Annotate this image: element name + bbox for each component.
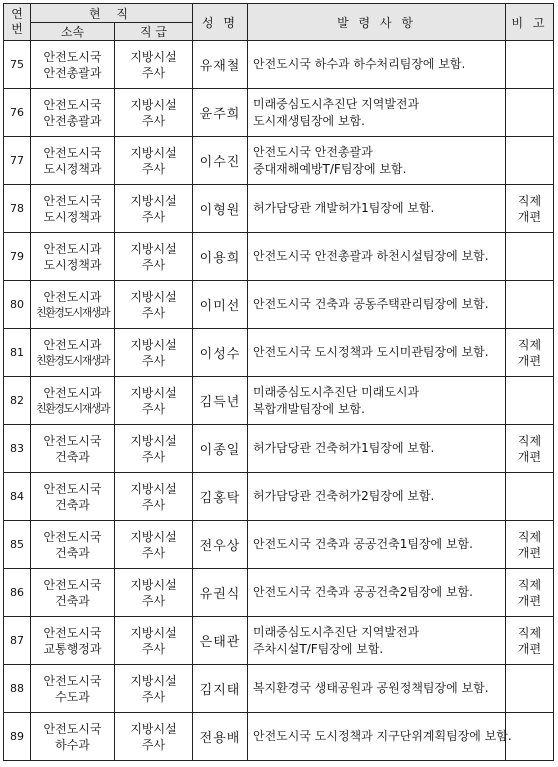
- row-number: 85: [4, 521, 31, 569]
- department-line: 수도과: [55, 689, 90, 704]
- order-cell: [248, 185, 506, 233]
- rank-cell: [115, 281, 193, 329]
- rank-cell: [115, 233, 193, 281]
- note-cell: [506, 41, 554, 89]
- note-line: 직제: [517, 337, 542, 352]
- order-line: 복합개발팀장에 보함.: [253, 401, 365, 416]
- rank-cell: [115, 185, 193, 233]
- row-number: 75: [4, 41, 31, 89]
- order-line: 안전도시국 안전총괄과: [253, 144, 373, 159]
- department-line: 안전도시국: [43, 97, 102, 112]
- note-cell: [506, 473, 554, 521]
- rank-cell: [115, 521, 193, 569]
- rank-line: 주사: [141, 65, 166, 80]
- department-line: 안전도시과: [43, 289, 102, 304]
- header-order: 발 령 사 항: [248, 4, 506, 41]
- rank-line: 주사: [141, 401, 166, 416]
- person-name: 유재철: [193, 41, 248, 89]
- note-cell: [506, 665, 554, 713]
- order-line: 안전도시국 도시정책과 지구단위계획팀장에 보함.: [253, 729, 512, 743]
- person-name: 유권식: [193, 569, 248, 617]
- rank-line: 지방시설: [130, 337, 177, 352]
- order-cell: [248, 569, 506, 617]
- rank-cell: [115, 137, 193, 185]
- department-line: 안전도시과: [43, 241, 102, 256]
- note-cell: [506, 185, 554, 233]
- order-cell: [248, 281, 506, 329]
- department-line: 건축과: [55, 545, 90, 560]
- table-row: [4, 233, 554, 281]
- order-line: 허가담당관 건축허가1팀장에 보함.: [253, 441, 435, 455]
- department-line: 안전도시국: [43, 625, 102, 640]
- row-number: 87: [4, 617, 31, 665]
- note-line: 개편: [517, 593, 542, 608]
- table-row: [4, 329, 554, 377]
- order-line: 안전도시국 건축과 공공건축1팀장에 보함.: [253, 537, 473, 551]
- rank-cell: [115, 425, 193, 473]
- header-rank: 직 급: [115, 23, 193, 41]
- department-line: 건축과: [55, 593, 90, 608]
- order-line: 미래중심도시추진단 지역발전과: [253, 624, 420, 639]
- department-line: 도시정책과: [43, 209, 102, 224]
- rank-line: 주사: [141, 209, 166, 224]
- person-name: 윤주희: [193, 89, 248, 137]
- department-line: 건축과: [55, 449, 90, 464]
- order-line: 안전도시국 건축과 공동주택관리팀장에 보함.: [253, 297, 489, 311]
- order-cell: [248, 713, 512, 761]
- rank-line: 지방시설: [130, 673, 177, 688]
- row-number: 82: [4, 377, 31, 425]
- note-line: 개편: [517, 641, 542, 656]
- rank-line: 주사: [141, 161, 166, 176]
- department-line: 하수과: [55, 737, 90, 752]
- order-line: 안전도시국 하수과 하수처리팀장에 보함.: [253, 57, 466, 71]
- rank-line: 주사: [141, 497, 166, 512]
- table-row: [4, 617, 554, 665]
- rank-line: 지방시설: [130, 625, 177, 640]
- department-line: 안전도시과: [43, 337, 102, 352]
- department-cell: [31, 521, 115, 569]
- department-cell: [31, 713, 115, 761]
- table-row: [4, 137, 554, 185]
- note-line: 직제: [517, 529, 542, 544]
- row-number: 76: [4, 89, 31, 137]
- department-cell: [31, 185, 115, 233]
- department-line: 안전도시과: [43, 385, 102, 400]
- rank-cell: [115, 569, 193, 617]
- order-cell: [248, 137, 506, 185]
- rank-cell: [115, 665, 193, 713]
- rank-cell: [115, 713, 193, 761]
- rank-line: 주사: [141, 305, 166, 320]
- department-cell: [31, 665, 115, 713]
- order-cell: [248, 329, 506, 377]
- department-cell: [31, 233, 115, 281]
- table-row: [4, 89, 554, 137]
- order-cell: [248, 617, 506, 665]
- department-line: 안전도시국: [43, 721, 102, 736]
- row-number: 84: [4, 473, 31, 521]
- header-current-position: 현 직: [31, 4, 193, 23]
- note-cell: [506, 521, 554, 569]
- note-cell: [506, 281, 554, 329]
- department-cell: [31, 137, 115, 185]
- row-number: 79: [4, 233, 31, 281]
- department-cell: [31, 89, 115, 137]
- department-cell: [31, 425, 115, 473]
- rank-line: 지방시설: [130, 97, 177, 112]
- note-cell: [506, 425, 554, 473]
- department-line: 도시정책과: [43, 257, 102, 272]
- header-name: 성 명: [193, 4, 248, 41]
- person-name: 김홍탁: [193, 473, 248, 521]
- table-row: [4, 185, 554, 233]
- table-row: [4, 521, 554, 569]
- department-line: 안전도시국: [43, 529, 102, 544]
- department-line: 도시정책과: [43, 161, 102, 176]
- row-number: 81: [4, 329, 31, 377]
- row-number: 80: [4, 281, 31, 329]
- department-cell: [31, 329, 115, 377]
- note-cell: [506, 233, 554, 281]
- person-name: 전용배: [193, 713, 248, 761]
- order-line: 안전도시국 건축과 공공건축2팀장에 보함.: [253, 585, 473, 599]
- rank-line: 지방시설: [130, 385, 177, 400]
- person-name: 이종일: [193, 425, 248, 473]
- table-row: [4, 665, 554, 713]
- department-cell: [31, 41, 115, 89]
- order-line: 안전도시국 안전총괄과 하천시설팀장에 보함.: [253, 249, 489, 263]
- order-line: 허가담당관 개발허가1팀장에 보함.: [253, 201, 435, 215]
- note-line: 개편: [517, 449, 542, 464]
- order-cell: [248, 89, 506, 137]
- rank-line: 지방시설: [130, 721, 177, 736]
- row-number: 86: [4, 569, 31, 617]
- header-number: [4, 4, 31, 41]
- table-row: [4, 41, 554, 89]
- department-line: 건축과: [55, 497, 90, 512]
- department-line: 안전도시국: [43, 481, 102, 496]
- table-row: [4, 281, 554, 329]
- department-line: 안전총괄과: [43, 113, 102, 128]
- row-number: 83: [4, 425, 31, 473]
- order-line: 허가담당관 건축허가2팀장에 보함.: [253, 489, 435, 503]
- department-cell: [31, 377, 115, 425]
- order-line: 중대재해예방T/F팀장에 보함.: [253, 161, 407, 176]
- department-line: 친환경도시재생과: [35, 401, 109, 415]
- order-line: 주차시설T/F팀장에 보함.: [253, 641, 384, 656]
- department-line: 안전도시국: [43, 145, 102, 160]
- rank-cell: [115, 329, 193, 377]
- rank-cell: [115, 473, 193, 521]
- note-cell: [506, 89, 554, 137]
- department-cell: [31, 569, 115, 617]
- note-cell: [506, 569, 554, 617]
- note-cell: [506, 377, 554, 425]
- order-cell: [248, 233, 506, 281]
- order-line: 도시재생팀장에 보함.: [253, 113, 365, 128]
- note-cell: [506, 329, 554, 377]
- department-line: 안전총괄과: [43, 65, 102, 80]
- table-row: [4, 377, 554, 425]
- rank-line: 지방시설: [130, 49, 177, 64]
- rank-line: 주사: [141, 353, 166, 368]
- department-line: 친환경도시재생과: [35, 353, 109, 367]
- department-line: 안전도시국: [43, 193, 102, 208]
- rank-line: 주사: [141, 641, 166, 656]
- rank-line: 지방시설: [130, 433, 177, 448]
- row-number: 89: [4, 713, 31, 761]
- note-cell: [506, 713, 554, 761]
- rank-line: 주사: [141, 113, 166, 128]
- table-row: [4, 425, 554, 473]
- rank-line: 주사: [141, 737, 166, 752]
- order-line: 미래중심도시추진단 지역발전과: [253, 96, 420, 111]
- rank-line: 지방시설: [130, 241, 177, 256]
- person-name: 은태관: [193, 617, 248, 665]
- rank-line: 지방시설: [130, 577, 177, 592]
- order-cell: [248, 377, 506, 425]
- rank-line: 지방시설: [130, 145, 177, 160]
- rank-line: 주사: [141, 257, 166, 272]
- note-line: 직제: [517, 433, 542, 448]
- order-cell: [248, 473, 506, 521]
- department-cell: [31, 473, 115, 521]
- table-row: [4, 473, 554, 521]
- header-number-bottom: 번: [11, 22, 23, 36]
- person-name: 이용희: [193, 233, 248, 281]
- person-name: 이미선: [193, 281, 248, 329]
- header-note: 비 고: [506, 4, 554, 41]
- table-row: [4, 713, 554, 761]
- note-line: 개편: [517, 353, 542, 368]
- department-line: 안전도시국: [43, 49, 102, 64]
- row-number: 77: [4, 137, 31, 185]
- rank-line: 주사: [141, 449, 166, 464]
- table-row: [4, 569, 554, 617]
- rank-line: 지방시설: [130, 529, 177, 544]
- department-cell: [31, 617, 115, 665]
- rank-line: 지방시설: [130, 193, 177, 208]
- rank-line: 지방시설: [130, 481, 177, 496]
- order-cell: [248, 425, 506, 473]
- person-name: 이형원: [193, 185, 248, 233]
- rank-cell: [115, 377, 193, 425]
- person-name: 김득년: [193, 377, 248, 425]
- header-number-top: 연: [11, 7, 23, 21]
- person-name: 전우상: [193, 521, 248, 569]
- note-cell: [506, 137, 554, 185]
- personnel-order-table: [3, 3, 554, 761]
- rank-cell: [115, 617, 193, 665]
- department-line: 안전도시국: [43, 673, 102, 688]
- note-line: 개편: [517, 545, 542, 560]
- note-line: 직제: [517, 577, 542, 592]
- row-number: 78: [4, 185, 31, 233]
- row-number: 88: [4, 665, 31, 713]
- note-cell: [506, 617, 554, 665]
- note-line: 직제: [517, 193, 542, 208]
- department-line: 안전도시국: [43, 433, 102, 448]
- note-line: 개편: [517, 209, 542, 224]
- order-cell: [248, 521, 506, 569]
- note-line: 직제: [517, 625, 542, 640]
- order-line: 복지환경국 생태공원과 공원정책팀장에 보함.: [253, 681, 489, 695]
- rank-line: 주사: [141, 545, 166, 560]
- department-line: 안전도시국: [43, 577, 102, 592]
- table-header: [4, 4, 554, 41]
- rank-line: 지방시설: [130, 289, 177, 304]
- order-line: 안전도시국 도시정책과 도시미관팀장에 보함.: [253, 345, 489, 359]
- order-cell: [248, 41, 506, 89]
- header-department: 소속: [31, 23, 115, 41]
- person-name: 이수진: [193, 137, 248, 185]
- rank-line: 주사: [141, 689, 166, 704]
- rank-cell: [115, 41, 193, 89]
- department-line: 친환경도시재생과: [35, 305, 109, 319]
- person-name: 김지태: [193, 665, 248, 713]
- table-body: [4, 41, 554, 761]
- order-line: 미래중심도시추진단 미래도시과: [253, 384, 420, 399]
- department-cell: [31, 281, 115, 329]
- rank-line: 주사: [141, 593, 166, 608]
- person-name: 이성수: [193, 329, 248, 377]
- rank-cell: [115, 89, 193, 137]
- order-cell: [248, 665, 506, 713]
- department-line: 교통행정과: [43, 641, 102, 656]
